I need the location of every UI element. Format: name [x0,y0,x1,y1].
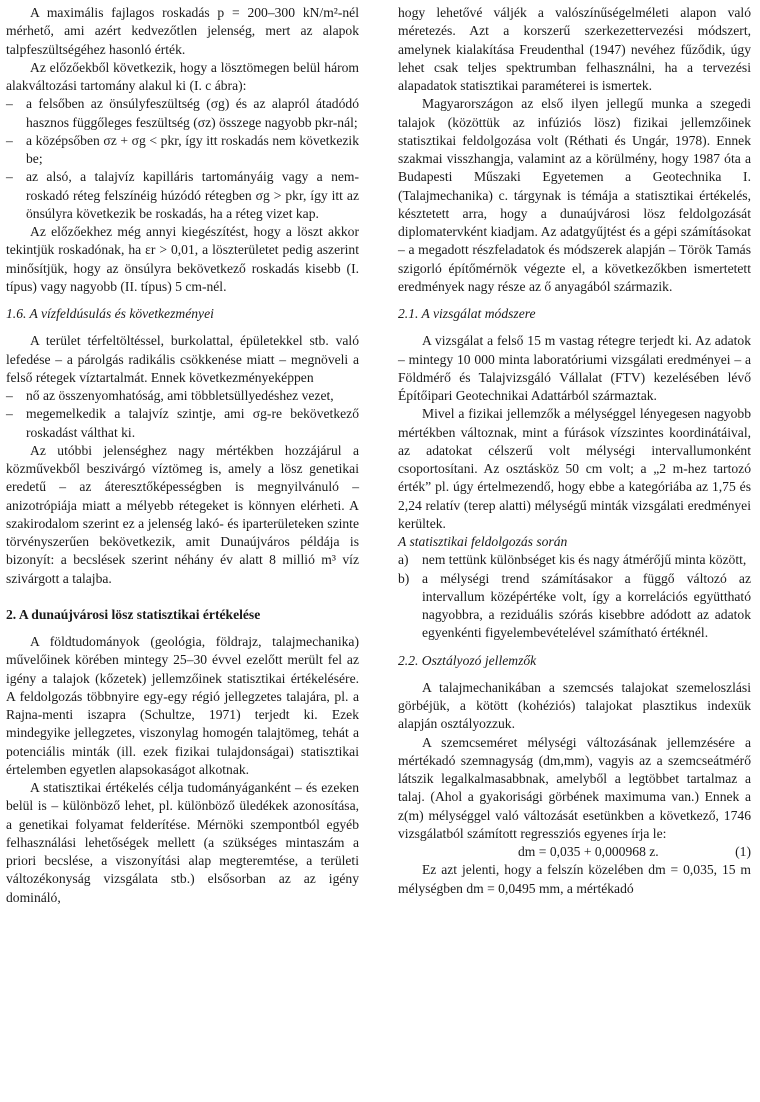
list-item [6,405,359,442]
lettered-list [398,551,751,642]
subheading: A statisztikai feldolgozás során [398,534,568,549]
list-item-text: megemelkedik a talajvíz szintje, ami σg-re bekövetkező roskadást válthat ki. [26,406,359,440]
paragraph: hogy lehetővé váljék a valószínűségelméleti alapon való méretezés. Azt a korszerű szerkezettervezési módszert, amelynek kialakítása Freudenthal (1947) nevéhez fűződik, úgy lehet csak teljes spektrumban felhasználni, ha a tervezési alapadatok statisztikai paraméterei is ismertek. [398,5,751,93]
paragraph: A maximális fajlagos roskadás p = 200–300 kN/m²-nél mérhető, ami azért kedvezőtlen jelenség, mert az alapok talpfeszültségéhez hasonló érték. [6,5,359,57]
list-item-text: a mélységi trend számításakor a függő változó az intervallum középértéke volt, így a korrelációs együttható nagyobbra, a reziduális szórás kisebbre adódott az adatok egyenkénti figyelembevételével számítható értéknél. [422,570,751,641]
section-heading: 2.1. A vizsgálat módszere [398,306,536,321]
list-item [398,551,751,569]
section-heading: 2.2. Osztályozó jellemzők [398,652,537,668]
paragraph: Ez azt jelenti, hogy a felszín közelében dm = 0,035, 15 m mélységben dm = 0,0495 mm, a mértékadó [398,862,751,896]
dash-list [6,387,359,442]
list-item-text: a felsőben az önsúlyfeszültség (σg) és az alapról átadódó hasznos függőleges feszültség (σz) összege nagyobb pkr-nál; [26,96,359,130]
paragraph: Mivel a fizikai jellemzők a mélységgel lényegesen nagyobb mértékben változnak, mint a fúrások vízszintes koordinátáival, az adatokat célszerű volt mélységi intervallumonként csoportosítani. Az osztásköz 50 cm volt; a „2 m-hez tartozó érték” pl. úgy értelmezendő, hogy ebbe a kategóriába az 1,75 és 2,24 relatív (terep alatti) mélységű minták vizsgálati eredményei kerültek. [398,406,751,531]
section-heading: 1.6. A vízfeldúsulás és következményei [6,306,214,321]
paragraph: Az utóbbi jelenséghez nagy mértékben hozzájárul a közművekből beszivárgó víztömeg is, amely a lösz genetikai eredetű – az áteresztőképességben is megnyilvánuló – anizotrópiája miatt a mélyebb rétegeket is könnyen elérheti. A szakirodalom szerint ez a jelenség lakó- és iparterületeken szinte törvényszerűen bekövetkezik, amit Dunaújváros példája is bizonyít: a becslések szerint néhány év alatt 8 millió m³ víz szivárgott a talajba. [6,442,359,586]
dash-list [6,95,359,223]
list-marker: b) [398,570,410,586]
list-item [6,95,359,132]
list-marker: – [6,169,13,185]
list-marker: – [6,388,13,403]
paragraph: Az előzőekhez még annyi kiegészítést, hogy a löszt akkor tekintjük roskadónak, ha εr > 0,01, a löszterületet pedig aszerint minősítjük, hogy az önsúlyra bekövetkező roskadás kisebb (I. típus) vagy nagyobb (II. típus) 5 cm-nél. [6,224,359,294]
left-column [6,4,359,907]
equation-body: dm = 0,035 + 0,000968 z. [518,844,659,859]
paragraph: A talajmechanikában a szemcsés talajokat szemeloszlási görbéjük, a kötött (kohéziós) talajokat plasztikus indexük alapján osztályozzuk. [398,679,751,732]
right-column [398,4,751,898]
paragraph: A földtudományok (geológia, földrajz, talajmechanika) művelőinek körében mintegy 25–30 évvel ezelőtt merült fel az igény a talajok (kőzetek) jellemzőinek statisztikai értékelésére. A feldolgozás többnyire egy-egy régió jellegzetes talajára, pl. a Rajna-menti iszapra (Schultze, 1971) terjedt ki. Ezek mindegyike jellegzetes, viszonylag homogén talajtömeg, tehát a potenciális minták (ill. ezek fizikai tulajdonságai) statisztikai értelemben egyetlen alapsokaságot alkotnak. [6,634,359,777]
list-item [6,387,359,405]
paragraph: A szemcseméret mélységi változásának jellemzésére a mértékadó szemnagyság (dm,mm), vagyis az a szemcseátmérő látszik legalkalmasabbnak, amelyből a legtöbbet tartalmaz a talaj. (Ahol a gyakorisági görbének maximuma van.) Ennek a z(m) mélységgel való változását esetünkben a következő, 1746 vizsgálatból számított regressziós egyenes írja le: [398,734,751,841]
list-marker: – [6,406,13,422]
list-item-text: nem tettünk különbséget kis és nagy átmérőjű minta között, [422,552,747,568]
paragraph: Magyarországon az első ilyen jellegű munka a szegedi talajok (közöttük az infúziós lösz) fizikai jellemzőinek statisztikai feldolgozása volt (Réthati és Ungár, 1978). Ennek szakmai visszhangja, valamint az a körülmény, hogy 1987 óta a Budapesti Műszaki Egyetemen a Geotechnika I. (Talajmechanika) c. tárgynak is témája a statisztikai értékelés, késztetett arra, hogy a dunaújvárosi lösz feldolgozását diplomatervként kiadjam. Az adatgyűjtést és a gépi számításokat – a megadott részfeladatok és módszerek alapján – Török Tamás szigorló építőmérnök végezte el, a következőkben ismertetett eredmények nagy része az ő anyagából származik. [398,96,751,294]
paragraph: A terület térfeltöltéssel, burkolattal, épületekkel stb. való lefedése – a párolgás radikális csökkenése miatt – megnöveli a felső rétegek víztartalmát. Ennek következményeképpen [6,333,359,385]
list-marker: a) [398,552,409,568]
paragraph: A statisztikai értékelés célja tudományáganként – és ezeken belül is – különböző lehet, pl. különböző üledékek azonosítása, a genetikai folyamat felderítése. Mérnöki szempontból egyéb felhasználási lehetőségek mellett (a szükséges mintaszám a priori becslése, a viszonyítási alap megteremtése, a területi változékonyság vizsgálata stb.) elsősorban az az igény domináló, [6,780,359,905]
list-item [6,132,359,169]
list-marker: – [6,132,13,148]
list-item-text: az alsó, a talajvíz kapilláris tartományáig vagy a nem-roskadó réteg felszínéig húzódó rétegben σg > pkr, így itt az önsúlyra következik be roskadás, ha a réteg vizet kap. [26,169,359,221]
list-item [398,570,751,643]
list-item-text: a középsőben σz + σg < pkr, így itt roskadás nem következik be; [26,132,359,166]
list-item [6,168,359,223]
list-item-text: nő az összenyomhatóság, ami többletsüllyedéshez vezet, [26,388,334,403]
equation-number: (1) [735,844,751,859]
section-heading: 2. A dunaújvárosi lösz statisztikai értékelése [6,606,261,622]
paragraph: A vizsgálat a felső 15 m vastag rétegre terjedt ki. Az adatok – mintegy 10 000 minta laboratóriumi vizsgálati eredményei – a Földmérő és Talajvizsgáló Vállalat (FTV) kezelésében lévő Építőipari Geotechnikai Adattárból származtak. [398,333,751,403]
list-marker: – [6,96,13,112]
paragraph: Az előzőekből következik, hogy a lösztömegen belül három alakváltozási tartomány alakul ki (I. c ábra): [6,59,359,93]
equation [398,843,751,861]
